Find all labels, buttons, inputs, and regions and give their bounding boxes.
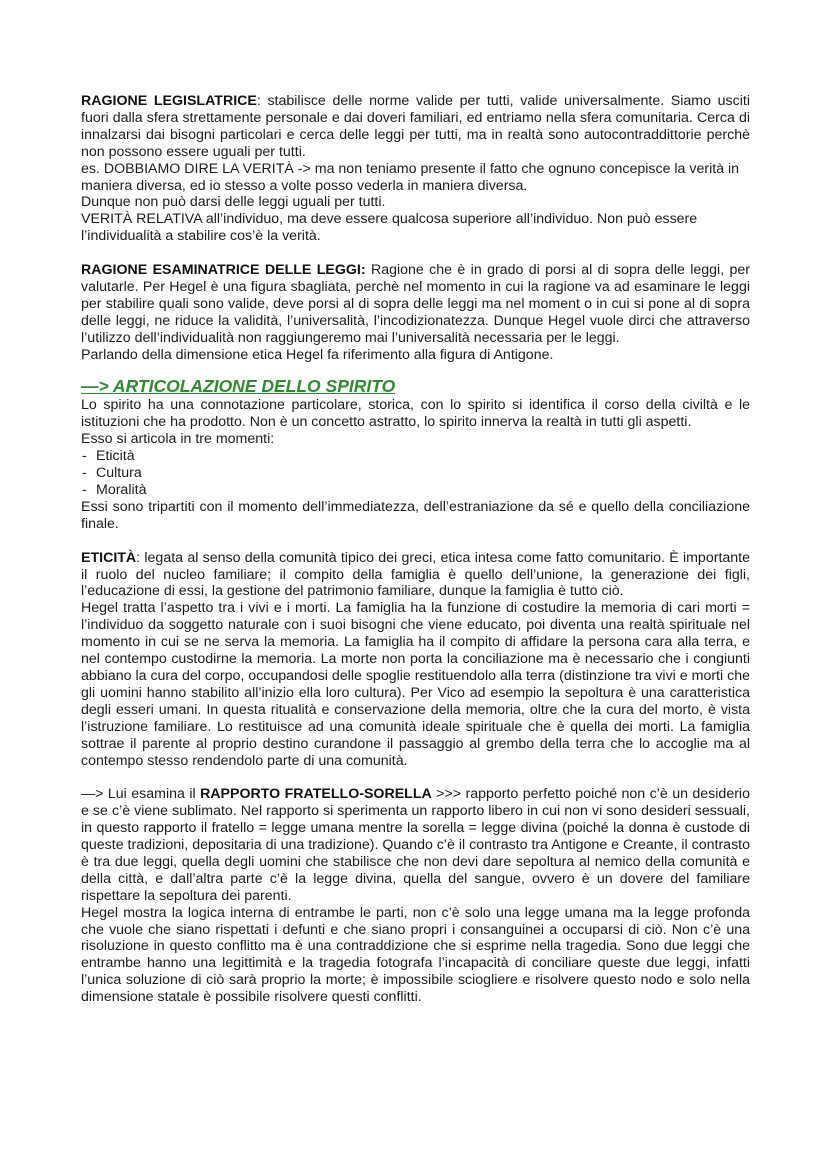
list-item: - Eticità xyxy=(81,448,750,465)
conclusion-line: Dunque non può darsi delle leggi uguali per tutti. xyxy=(81,194,386,211)
text-rapporto: >>> rapporto perfetto poiché non c’è un desiderio e se c’è viene sublimato. Nel rapporto si sperimenta un rapporto libero in cui non vi sono desideri sessuali, in questo rapporto il fratello = legge umana mentre la sorella = legge divina (poiché la donna è custode di queste tradizioni, depositaria di una tradizione). Quando c’è il contrasto tra Antigone e Creante, il contrasto è tra due leggi, quella degli uomini che stabilisce che non devi dare sepoltura al nemico della comunità e della città, e dall’altra parte c’è la legge divina, quella del sangue, ovvero è un dovere del familiare rispettare la sepoltura dei parenti. xyxy=(81,786,750,904)
term-rapporto-fratello-sorella: RAPPORTO FRATELLO-SORELLA xyxy=(200,786,432,803)
term-ragione-legislatrice: RAGIONE LEGISLATRICE xyxy=(81,93,257,109)
term-ragione-esaminatrice: RAGIONE ESAMINATRICE DELLE LEGGI: xyxy=(81,262,366,279)
list-intro: Esso si articola in tre momenti: xyxy=(81,431,275,448)
paragraph-ragione-legislatrice xyxy=(81,93,750,161)
paragraph-rapporto xyxy=(81,786,750,904)
term-eticita: ETICITÀ xyxy=(81,549,137,566)
text-ragione-legislatrice: : stabilisce delle norme valide per tutti, valide universalmente. Siamo usciti fuori dalla sfera strettamente personale e dai doveri familiari, ed entriamo nella sfera comunitaria. Cerca di innalzarsi dai bisogni particolari e cerca delle leggi per tutti, ma in realtà sono autocontraddittorie perchè non possono essere uguali per tutti. xyxy=(81,93,750,160)
rapporto-prefix: —> Lui esamina il xyxy=(81,786,201,803)
paragraph-logica-interna: Hegel mostra la logica interna di entrambe le parti, non c’è solo una legge umana ma la legge profonda che vuole che siano rispettati i defunti e che siano propri i consanguinei a occuparsi di ciò. Non c’è una risoluzione in questo conflitto ma è una contraddizione che si esprime nella tragedia. Sono due leggi che entrambe hanno una legittimità e la tragedia fotografa l’incapacità di conciliare queste due leggi, infatti l’unica soluzione di ciò sarà proprio la morte; è impossibile sciogliere e risolvere questo nodo e solo nella dimensione statale è possibile risolvere questi conflitti. xyxy=(81,904,750,1006)
verita-relativa-line: VERITÀ RELATIVA all’individuo, ma deve essere qualcosa superiore all’individuo. Non può essere l’individualità a stabilire cos’è la verità. xyxy=(81,211,698,245)
text-ragione-esaminatrice: Ragione che è in grado di porsi al di sopra delle leggi, per valutarle. Per Hegel è una figura sbagliata, perchè nel momento in cui la ragione va ad esaminare le leggi per stabilire quali sono valide, deve porsi al di sopra delle leggi ma nel moment o in cui si pone al di sopra delle leggi, ne riduce la validità, l’universalità, l’incodizionatezza. Dunque Hegel vuole dirci che attraverso l’utilizzo dell’individualità non raggiungeremo mai l’universalità necessaria per le leggi. xyxy=(81,262,751,346)
list-item: - Moralità xyxy=(81,482,750,499)
antigone-line: Parlando della dimensione etica Hegel fa riferimento alla figura di Antigone. xyxy=(81,346,554,363)
section-heading-articolazione: —> ARTICOLAZIONE DELLO SPIRITO xyxy=(81,376,396,397)
paragraph-tripartizione: Essi sono tripartiti con il momento dell’immediatezza, dell’estraniazione da sé e quello della conciliazione finale. xyxy=(81,498,750,532)
list-item: - Cultura xyxy=(81,465,750,482)
text-eticita: : legata al senso della comunità tipico dei greci, etica intesa come fatto comunitario. È importante il ruolo del nucleo familiare; il compito della famiglia è quello dell’unione, la generazione dei figli, l’educazione di essi, la gestione del patrimonio familiare, dunque la famiglia è tutto ciò. xyxy=(81,549,750,600)
moments-list xyxy=(81,448,750,499)
paragraph-spirito-intro: Lo spirito ha una connotazione particolare, storica, con lo spirito si identifica il corso della civiltà e le istituzioni che ha prodotto. Non è un concetto astratto, lo spirito innerva la realtà in tutti gli aspetti. xyxy=(81,397,750,431)
paragraph-vivi-morti: Hegel tratta l’aspetto tra i vivi e i morti. La famiglia ha la funzione di costudire la memoria di cari morti = l’individuo da soggetto naturale con i suoi bisogni che viene educato, poi diventa una realtà spirituale nel momento in cui se ne serva la memoria. La famiglia ha il compito di affidare la persona cara alla terra, e nel contempo custodirne la memoria. La morte non porta la conciliazione ma è necessario che i congiunti abbiano la cura del corpo, occupandosi delle spoglie restituendolo alla terra (distinzione tra vivi e morti che gli uomini hanno stabilito all’inizio ella loro cultura). Per Vico ad esempio la sepoltura è una caratteristica degli esseri umani. In questa ritualità e conservazione della memoria, oltre che la cura del morto, è vista l’istruzione familiare. Lo restituisce ad una comunità ideale spirituale che è quella dei morti. La famiglia sottrae il parente al proprio destino curandone il passaggio al grembo della terra che lo accoglie ma al contempo stesso rendendolo parte di una comunità. xyxy=(81,600,750,769)
example-line: es. DOBBIAMO DIRE LA VERITÀ -> ma non teniamo presente il fatto che ognuno concepisce la verità in maniera diversa, ed io stesso a volte posso vederla in maniera diversa. xyxy=(81,160,740,194)
paragraph-ragione-esaminatrice xyxy=(81,262,750,347)
paragraph-eticita xyxy=(81,550,750,601)
